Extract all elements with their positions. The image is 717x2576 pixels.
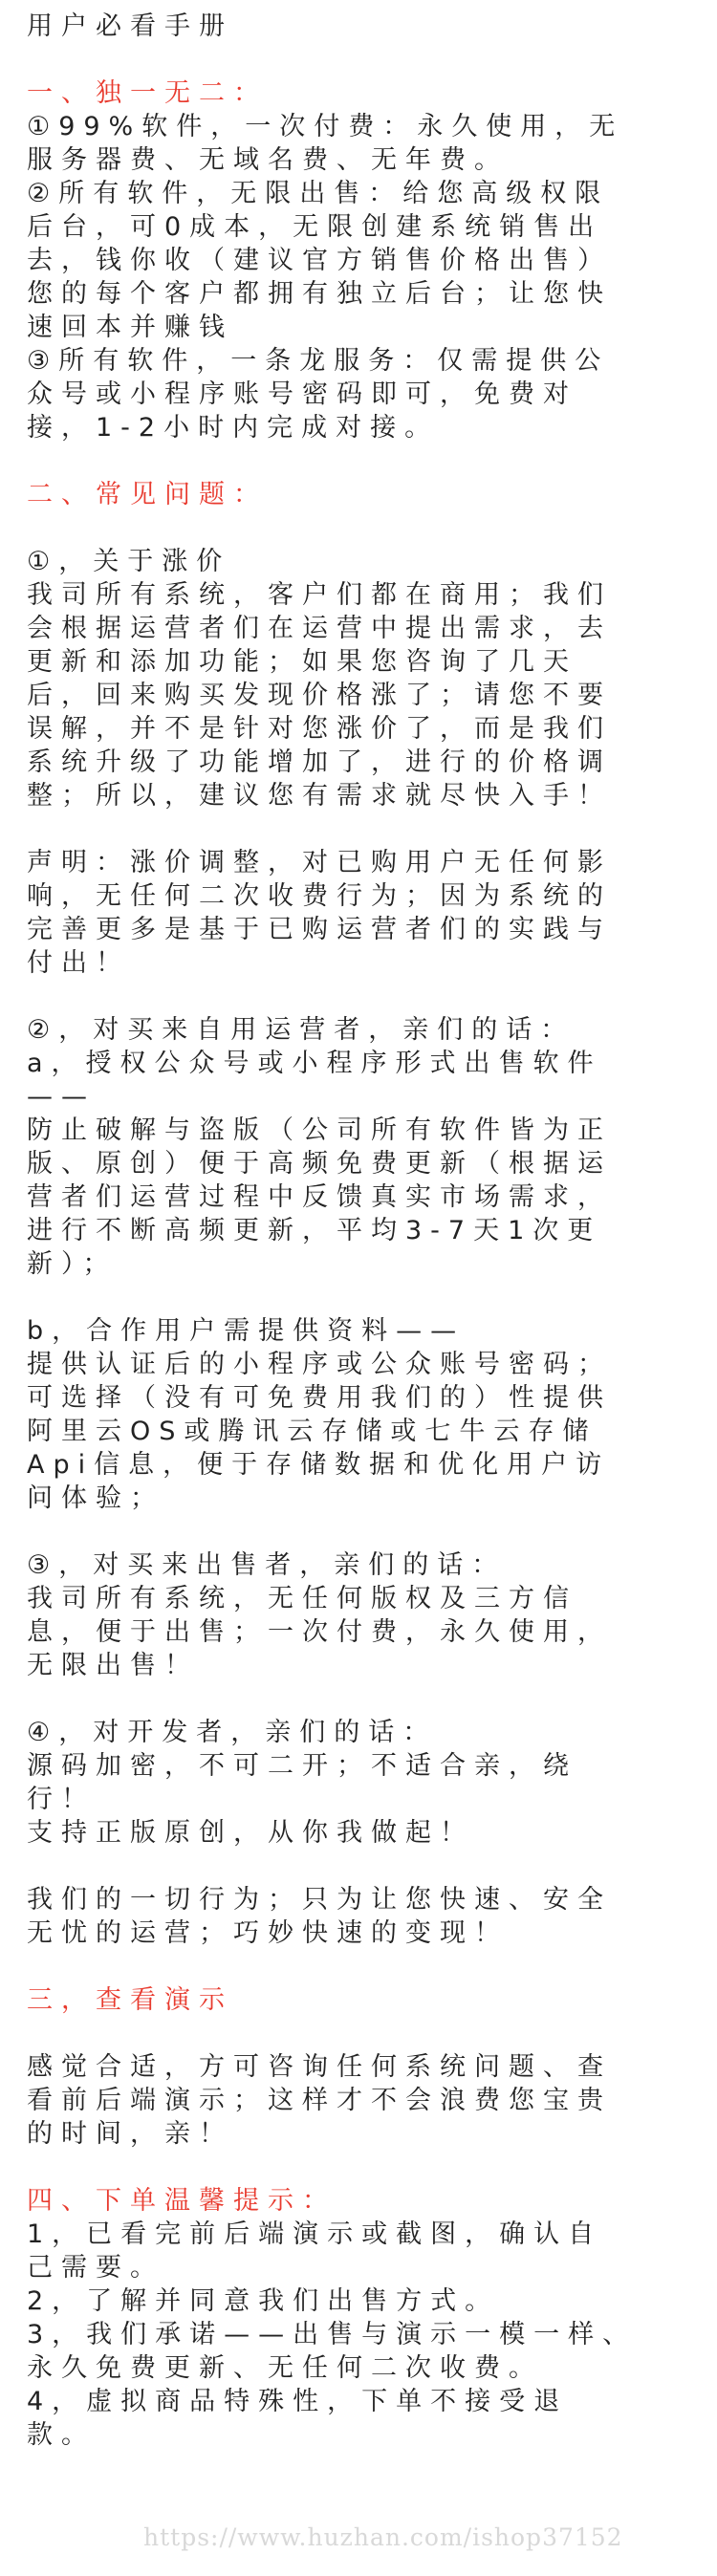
section1-line: 众号或小程序账号密码即可，免费对: [27, 379, 577, 409]
faq-self-use-b-line: 阿里云OS或腾讯云存储或七牛云存储: [27, 1417, 598, 1446]
faq-price-line: 整；所以，建议您有需求就尽快入手！: [27, 781, 612, 811]
section3-line: 看前后端演示；这样才不会浪费您宝贵: [27, 2086, 612, 2115]
section1-line: 服务器费、无域名费、无年费。: [27, 145, 509, 175]
faq-resale-line: 无限出售！: [27, 1651, 199, 1680]
section4-line: 1，已看完前后端演示或截图，确认自: [27, 2219, 603, 2249]
faq-self-use-line: a，授权公众号或小程序形式出售软件: [27, 1049, 602, 1078]
section4-line: 2，了解并同意我们出售方式。: [27, 2286, 500, 2316]
faq-price-line: 后，回来购买发现价格涨了；请您不要: [27, 681, 612, 710]
faq-developer-line: 源码加密，不可二开；不适合亲，绕: [27, 1751, 577, 1781]
faq-price-line: 会根据运营者们在运营中提出需求，去: [27, 614, 612, 643]
section1-line: ②所有软件，无限出售：给您高级权限: [27, 179, 610, 208]
document-title: 用户必看手册: [27, 11, 233, 41]
spacer: [27, 1950, 696, 1983]
spacer: [27, 1281, 696, 1314]
faq-developer-title: ④，对开发者，亲们的话：: [27, 1718, 438, 1747]
faq-self-use-b-line: Api信息，便于存储数据和优化用户访: [27, 1450, 611, 1480]
section1-line: 您的每个客户都拥有独立后台；让您快: [27, 279, 612, 309]
spacer: [27, 1850, 696, 1883]
section4-line: 永久免费更新、无任何二次收费。: [27, 2353, 543, 2383]
spacer: [27, 2017, 696, 2050]
statement-line: 声明：涨价调整，对已购用户无任何影: [27, 848, 612, 877]
faq-resale-line: 我司所有系统，无任何版权及三方信: [27, 1584, 577, 1613]
faq-resale-line: 息，便于出售；一次付费，永久使用，: [27, 1617, 612, 1647]
faq-self-use-b-line: 可选择（没有可免费用我们的）性提供: [27, 1383, 612, 1413]
faq-self-use-b-line: b，合作用户需提供资料——: [27, 1316, 466, 1346]
section1-line: 后台，可0成本，无限创建系统销售出: [27, 212, 603, 242]
section4-line: 4，虚拟商品特殊性，下单不接受退: [27, 2387, 569, 2416]
spacer: [27, 43, 696, 76]
faq-self-use-b-line: 提供认证后的小程序或公众账号密码；: [27, 1350, 612, 1379]
faq-price-line: 误解，并不是针对您涨价了，而是我们: [27, 714, 612, 744]
section4-line: 己需要。: [27, 2253, 164, 2283]
closing-line: 无忧的运营；巧妙快速的变现！: [27, 1918, 509, 1948]
spacer: [27, 2151, 696, 2184]
section3-line: 感觉合适，方可咨询任何系统问题、查: [27, 2052, 612, 2082]
section3-heading: 三，查看演示: [27, 1985, 233, 2015]
faq-price-title: ①，关于涨价: [27, 547, 231, 576]
section3-line: 的时间，亲！: [27, 2119, 233, 2149]
statement-line: 完善更多是基于已购运营者们的实践与: [27, 915, 612, 944]
faq-self-use-line: 营者们运营过程中反馈真实市场需求，: [27, 1182, 612, 1212]
section4-line: 3，我们承诺——出售与演示一模一样、: [27, 2320, 638, 2349]
faq-self-use-line: 进行不断高频更新，平均3-7天1次更: [27, 1216, 602, 1245]
faq-self-use-line: 防止破解与盗版（公司所有软件皆为正: [27, 1115, 612, 1145]
section2-heading: 二、常见问题：: [27, 480, 268, 509]
statement-line: 响，无任何二次收费行为；因为系统的: [27, 881, 612, 911]
section1-line: 去，钱你收（建议官方销售价格出售）: [27, 246, 612, 275]
section1-line: ③所有软件，一条龙服务：仅需提供公: [27, 346, 610, 376]
manual-document: [27, 10, 696, 2452]
faq-developer-line: 支持正版原创，从你我做起！: [27, 1818, 474, 1848]
section4-heading: 四、下单温馨提示：: [27, 2186, 337, 2216]
watermark-url: https://www.huzhan.com/ishop37152: [143, 2523, 623, 2551]
section1-heading: 一、独一无二：: [27, 78, 268, 108]
faq-price-line: 系统升级了功能增加了，进行的价格调: [27, 747, 612, 777]
closing-line: 我们的一切行为；只为让您快速、安全: [27, 1885, 612, 1915]
faq-self-use-title: ②，对买来自用运营者，亲们的话：: [27, 1015, 576, 1045]
faq-self-use-line: ——: [27, 1082, 96, 1112]
faq-self-use-line: 版、原创）便于高频免费更新（根据运: [27, 1149, 612, 1179]
spacer: [27, 1515, 696, 1548]
spacer: [27, 444, 696, 478]
faq-self-use-line: 新）；: [27, 1249, 118, 1279]
faq-self-use-b-line: 问体验；: [27, 1483, 164, 1513]
spacer: [27, 511, 696, 545]
section1-line: 速回本并赚钱: [27, 313, 233, 342]
spacer: [27, 1682, 696, 1716]
spacer: [27, 980, 696, 1013]
spacer: [27, 812, 696, 846]
faq-resale-title: ③，对买来出售者，亲们的话：: [27, 1550, 507, 1580]
statement-line: 付出！: [27, 948, 130, 978]
section1-line: ①99%软件，一次付费：永久使用，无: [27, 112, 624, 141]
faq-price-line: 更新和添加功能；如果您咨询了几天: [27, 647, 577, 677]
section1-line: 接，1-2小时内完成对接。: [27, 413, 440, 443]
faq-price-line: 我司所有系统，客户们都在商用；我们: [27, 580, 612, 610]
faq-developer-line: 行！: [27, 1785, 96, 1814]
section4-line: 款。: [27, 2420, 96, 2450]
